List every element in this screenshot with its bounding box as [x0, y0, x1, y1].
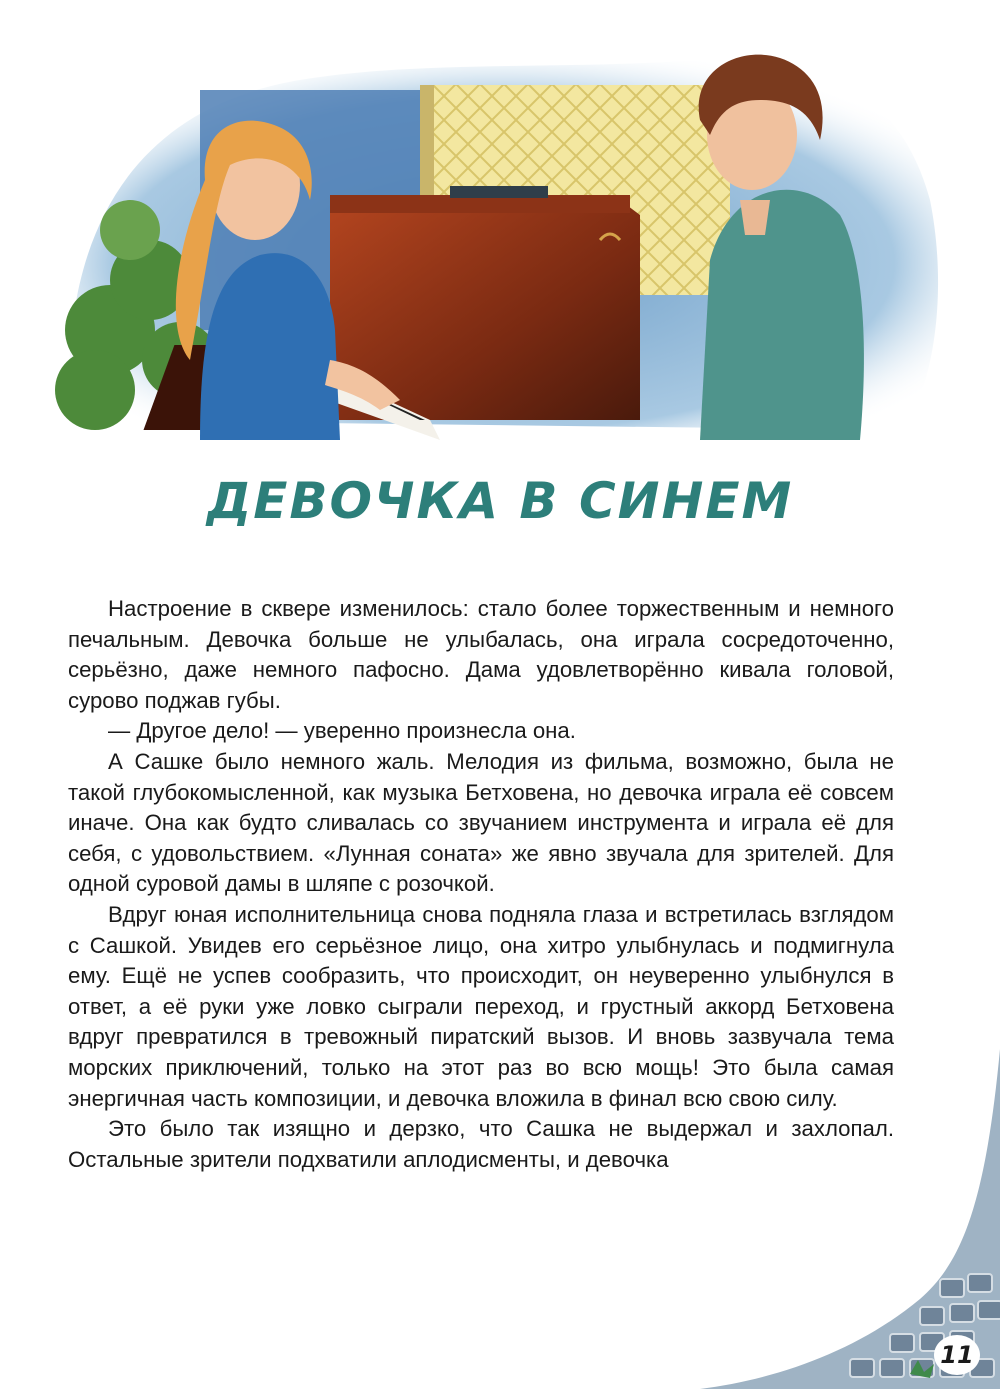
paragraph: — Другое дело! — уверенно произнесла она.	[108, 718, 576, 744]
paragraph: Вдруг юная исполнительница снова подняла глаза и встретилась взглядом с Сашкой. Увидев его серьёзное лицо, она хитро улыбнулась и подмигнула ему. Ещё не успев сообразить, что происходит, он неуверенно улыбнулся в ответ, а её руки уже ловко сыграли переход, и грустный аккорд Бетховена вдруг превратился в тревожный пиратский вызов. И вновь зазвучала тема морских приключений, только на этот раз во всю мощь! Это была самая энергичная часть композиции, и девочка вложила в финал всю свою силу.	[68, 901, 894, 1111]
chapter-title: ДЕВОЧКА В СИНЕМ	[206, 472, 794, 530]
paragraph: Это было так изящно и дерзко, что Сашка не выдержал и захлопал. Остальные зрители подхватили аплодисменты, и девочка	[68, 1116, 894, 1172]
paragraph: А Сашке было немного жаль. Мелодия из фильма, возможно, была не такой глубокомысленной, как музыка Бетховена, но девочка играла её совсем иначе. Она как будто сливалась со звучанием инструмента и играла её для себя, с удовольствием. «Лунная соната» же явно звучала для зрителей. Для одной суровой дамы в шляпе с розочкой.	[68, 748, 894, 897]
page-number: 11	[934, 1335, 980, 1375]
paragraph: Настроение в сквере изменилось: стало более торжественным и немного печальным. Девочка больше не улыбалась, она играла сосредоточенно, серьёзно, даже немного пафосно. Дама удовлетворённо кивала головой, сурово поджав губы.	[68, 596, 894, 713]
body-text	[68, 594, 894, 1175]
header-illustration	[0, 0, 1000, 440]
